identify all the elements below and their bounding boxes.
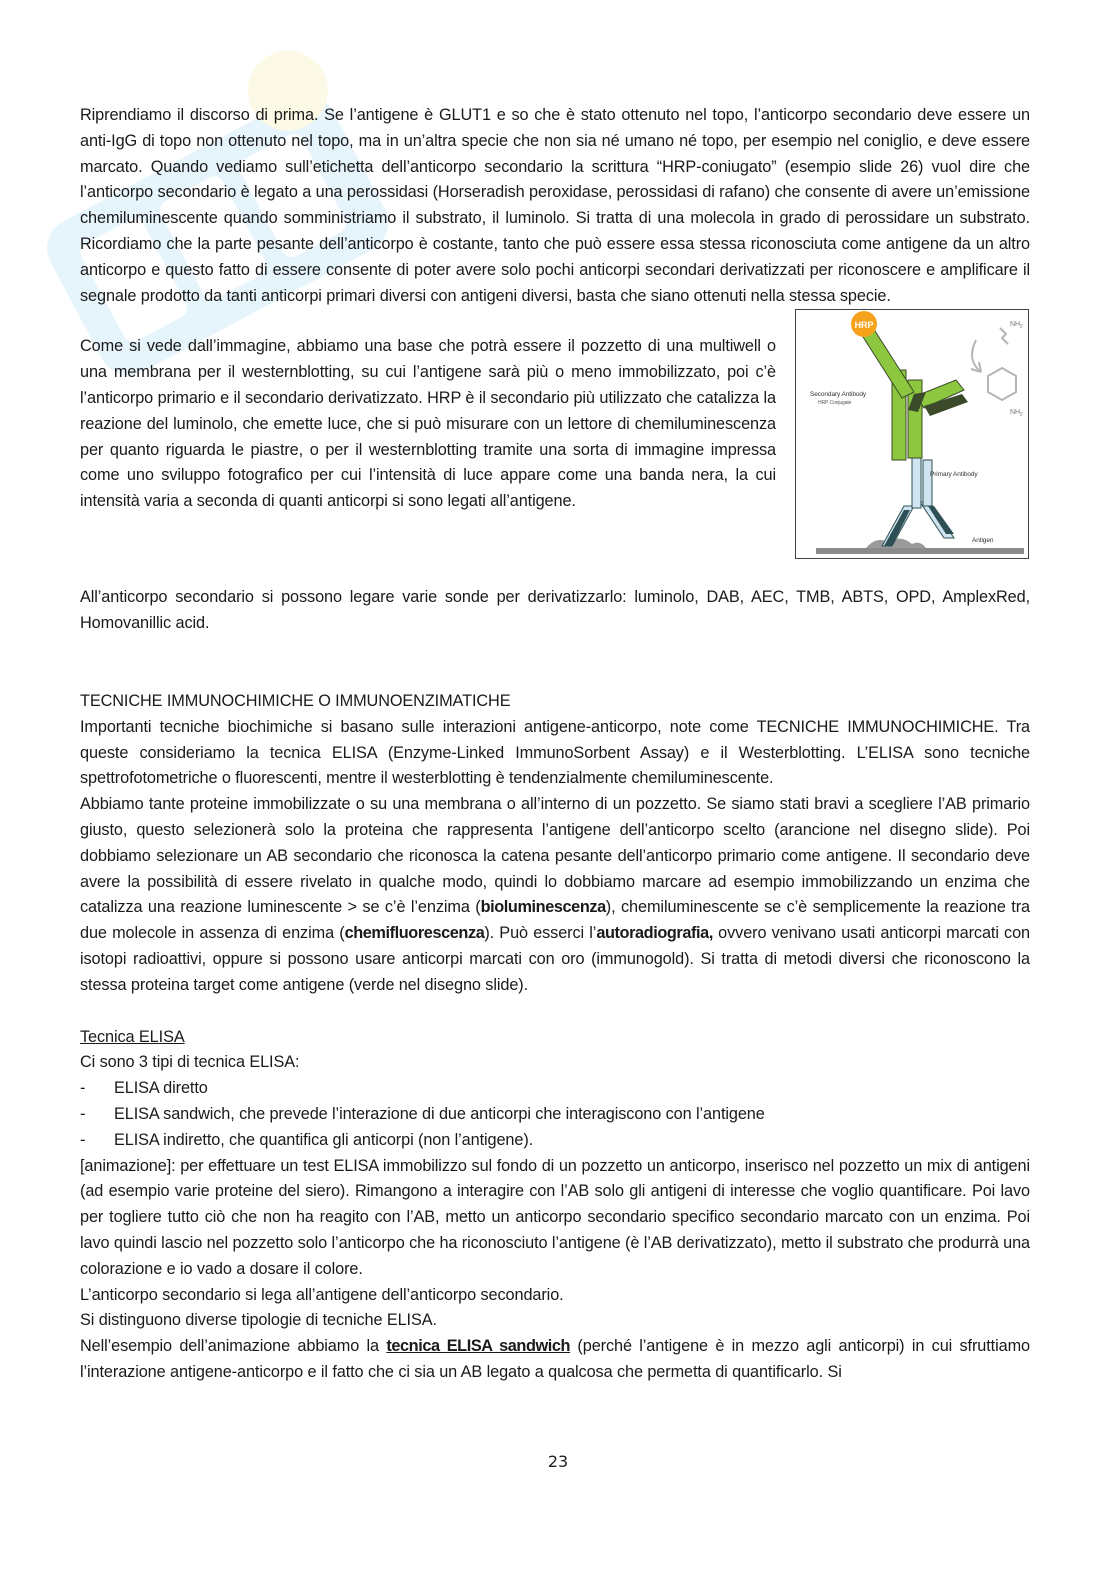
list-item [80,1076,1030,1102]
secondary-antibody-label: Secondary Antibody [810,391,867,399]
list-dash: - [80,1104,86,1123]
text-run: (perché l’antigene è in mezzo agli anticorpi) in cui sfruttiamo l’interazione antigene-anticorpo e il fatto che ci sia un AB legato a qualcosa che permetta di quantificarlo. Si [80,1337,1030,1381]
base-plate [816,548,1024,554]
antibody-diagram-svg [796,310,1028,558]
spacer [80,637,1030,689]
section-title: TECNICHE IMMUNOCHIMICHE O IMMUNOENZIMATICHE [80,691,511,710]
text-run: ovvero venivano usati anticorpi marcati con isotopi radioattivi, oppure si possono usare anticorpi marcati con oro (immunogold). Si tratta di metodi diversi che riconoscono la stessa proteina target come antigene (verde nel disegno slide). [80,924,1030,994]
spacer [80,559,1030,585]
paragraph-secondary-antibody: Riprendiamo il discorso di prima. Se l’antigene è GLUT1 e so che è stato ottenuto nel topo, l’anticorpo secondario deve essere un anti-IgG di topo non ottenuto nel topo, ma in un’altra specie che non sia né umano né topo, per esempio nel coniglio, e deve essere marcato. Quando vediamo sull’etichetta dell’anticorpo secondario la scrittura “HRP-coniugato” (esempio slide 26) vuol dire che l’anticorpo secondario è legato a una perossidasi (Horseradish peroxidase, perossidasi di rafano) che consente di avere un’emissione chemiluminescente quando somministriamo il substrato, il luminolo. Si tratta di una molecola in grado di perossidare un substrato. Ricordiamo che la parte pesante dell’anticorpo è costante, tanto che può essere essa stessa riconosciuta come antigene da un altro anticorpo e questo fatto di essere consente di poter avere solo pochi anticorpi secondari derivatizzati per riconoscere e amplificare il segnale prodotto da tanti anticorpi primari diversi con antigeni diversi, basta che siano ottenuti nella stessa specie. [80,106,1030,305]
elisa-intro: Ci sono 3 tipi di tecnica ELISA: [80,1053,300,1072]
elisa-sandwich-term: tecnica ELISA sandwich [386,1337,571,1356]
document-body [80,103,1030,1386]
paragraph-elisa-types: Si distinguono diverse tipologie di tecniche ELISA. [80,1311,437,1330]
paragraph-immunochemical: Importanti tecniche biochimiche si basano sulle interazioni antigene-anticorpo, note come TECNICHE IMMUNOCHIMICHE. Tra queste consideriamo la tecnica ELISA (Enzyme-Linked ImmunoSorbent Assay) e il Westerblotting. L’ELISA sono tecniche spettrofotometriche o fluorescenti, mentre il westerblotting è tendenzialmente chemiluminescente. [80,717,1030,788]
list-item-text: ELISA diretto [114,1079,208,1098]
elisa-type-list [80,1076,1030,1153]
paragraph-image-description: Come si vede dall’immagine, abbiamo una base che potrà essere il pozzetto di una multiwell o una membrana per il westernblotting, su cui l’antigene sarà più o meno immobilizzato, poi c’è l’anticorpo primario e il secondario derivatizzato. HRP è il secondario più utilizzato che catalizza la reazione del luminolo, che emette luce, che si può misurare con un lettore di chemiluminescenza per quanto riguarda le piastre, o per il westernblotting tramite una sorta di immagine impressa come uno sviluppo fotografico per cui l’intensità di luce appare come una banda nera, la cui intensità varia a seconda di quanti anticorpi si sono legati all’antigene. [80,337,776,511]
hrp-label: HRP [854,320,874,331]
list-item [80,1128,1030,1154]
text-run: Abbiamo tante proteine immobilizzate o su una membrana o all’interno di un pozzetto. Se siamo stati bravi a scegliere l’AB primario giusto, questo selezionerà solo la proteina che rappresenta l’antigene dell’anticorpo scelto (arancione nel disegno slide). Poi dobbiamo selezionare un AB secondario che riconosca la catena pesante dell’anticorpo primario come antigene. Il secondario deve avere la possibilità di essere rivelato in qualche modo, quindi lo dobbiamo marcare ad esempio immobilizzando un enzima che catalizza una reazione luminescente > se c’è l’enzima ( [80,795,1030,917]
text-run: Nell’esempio dell’animazione abbiamo la [80,1337,387,1356]
luminol-reaction-icon [971,328,1016,400]
list-item [80,1102,1030,1128]
paragraph-animation: [animazione]: per effettuare un test ELISA immobilizzo sul fondo di un pozzetto un anticorpo, inserisco nel pozzetto un mix di antigeni (ad esempio varie proteine del siero). Rimangono a interagire con l’AB solo gli antigeni di interesse che voglio quantificare. Poi lavo per togliere tutto ciò che non ha reagito con l’AB, metto un anticorpo secondario specifico secondario marcato con un enzima. Poi lavo quindi lascio nel pozzetto solo l’anticorpo che ha riconosciuto l’antigene (è l’AB derivatizzato), metto il substrato che produrrà una colorazione e io vado a dosare il colore. [80,1156,1030,1278]
list-dash: - [80,1079,86,1098]
antigen-shape [866,539,926,549]
paragraph-secondary-binding: L’anticorpo secondario si lega all’antigene dell’anticorpo secondario. [80,1285,564,1304]
list-item-text: ELISA sandwich, che prevede l’interazione di due anticorpi che interagiscono con l’antigene [114,1104,765,1123]
figure-row [80,309,1030,559]
page-number: 23 [547,1452,569,1471]
antigen-label: Antigen [972,537,994,545]
secondary-antibody [856,320,968,460]
nh2-top-label: $NH_2$ [1010,321,1023,331]
chemifluorescence-term: chemifluorescenza [344,924,485,943]
paragraph-immobilized-proteins [80,792,1030,998]
elisa-heading: Tecnica ELISA [80,1027,185,1046]
paragraph-probes: All’anticorpo secondario si possono legare varie sonde per derivatizzarlo: luminolo, DAB, AEC, TMB, ABTS, OPD, AmplexRed, Homovanillic acid. [80,588,1030,633]
text-run: ), chemiluminescente se c’è semplicemente la reazione tra due molecole in assenza di enzima ( [80,898,1030,943]
list-item-text: ELISA indiretto, che quantifica gli anticorpi (non l’antigene). [114,1130,534,1149]
bioluminescence-term: bioluminescenza [480,898,606,917]
text-run: ). Può esserci l’ [484,924,597,943]
spacer [80,999,1030,1025]
autoradiography-term: autoradiografia, [596,924,713,943]
antibody-diagram [795,309,1029,559]
list-dash: - [80,1130,86,1149]
primary-antibody [882,456,954,546]
secondary-antibody-sublabel: HRP Conjugate [818,400,852,407]
paragraph-sandwich [80,1334,1030,1386]
nh2-bottom-label: $NH_2$ [1010,409,1023,419]
primary-antibody-label: Primary Antibody [930,471,978,479]
